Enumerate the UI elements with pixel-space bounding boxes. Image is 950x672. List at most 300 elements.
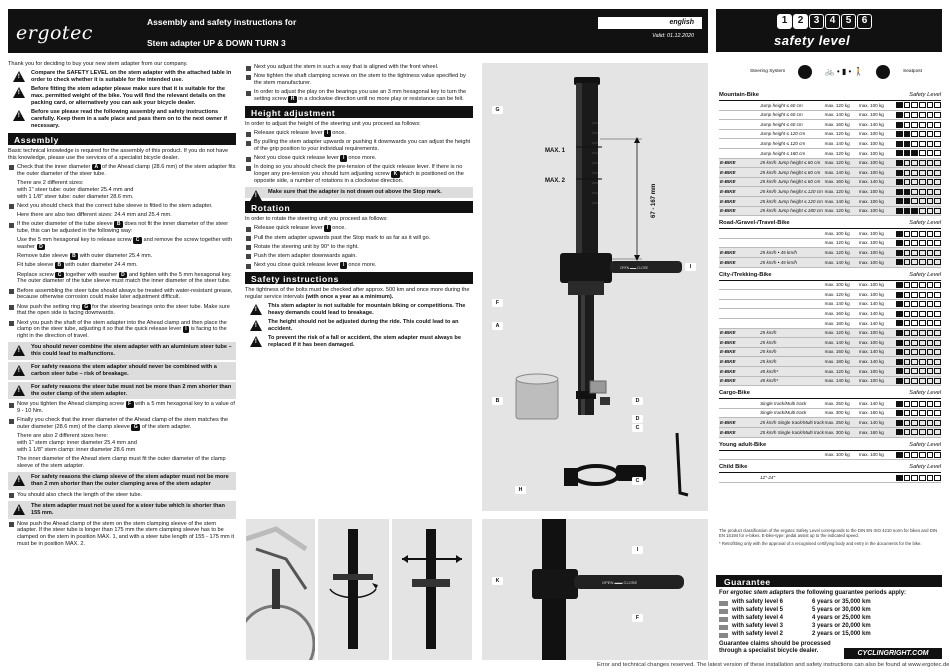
step-check-length: You should also check the length of the steer tube. xyxy=(8,492,236,499)
category-icons: Steering System 🚲 • ▮ • 🚶 Seatpost xyxy=(716,56,942,88)
level-box xyxy=(911,198,918,204)
rotation-step-1: Release quick release lever I once. xyxy=(245,225,473,232)
level-box xyxy=(904,368,911,374)
level-boxes xyxy=(896,301,941,307)
level-boxes xyxy=(896,429,941,435)
level-box xyxy=(927,160,934,166)
step-check-clamp: Finally you check that the inner diameter of the Ahead clamp of the stem matches the outer diameter (28.6 mm) of the clamp sleeve G of the stem adapter. xyxy=(8,417,236,431)
level-box xyxy=(896,292,903,298)
level-box xyxy=(919,282,926,288)
table-row: E-BIKE 25 km/h Jump height ≤ 60 cm max. 140 kg max. 100 kg xyxy=(719,168,941,178)
level-box xyxy=(927,368,934,374)
level-box xyxy=(934,330,941,336)
level-boxes xyxy=(896,240,941,246)
level-box xyxy=(911,349,918,355)
level-box xyxy=(927,420,934,426)
warning-carbon: ! For safety reasons the stem adapter should never be combined with a carbon steer tube – risk of breakage. xyxy=(8,362,236,380)
level-box xyxy=(934,311,941,317)
level-box xyxy=(896,330,903,336)
table-row: 12"-24" xyxy=(719,473,941,483)
bike-icons: 🚲 • ▮ • 🚶 xyxy=(824,67,864,77)
rotation-step-4: Push the stem adapter downwards again. xyxy=(245,253,473,260)
level-boxes xyxy=(896,349,941,355)
level-box xyxy=(896,208,903,214)
level-box xyxy=(927,179,934,185)
weight-note: ! Before fitting the stem adapter please make sure that it is suitable for the max. permitted weight of the bike. You will find the relevant details on the packing card, or alternatively you can ask your bicycle dealer. xyxy=(8,86,236,106)
level-box xyxy=(904,150,911,156)
warning-icon xyxy=(13,345,25,356)
label-d: D xyxy=(632,397,643,405)
table-row: max. 100 kg max. 100 kg xyxy=(719,451,941,461)
level-box xyxy=(904,250,911,256)
section-rotation: Rotation xyxy=(245,201,473,213)
level-box xyxy=(927,301,934,307)
level-box xyxy=(911,475,918,481)
level-box xyxy=(896,198,903,204)
table-row: E-BIKE 25 km/h Jump height ≤ 120 cm max. 140 kg max. 100 kg xyxy=(719,197,941,207)
level-box xyxy=(904,420,911,426)
step-setting-ring: Now push the setting ring G for the steering bearings onto the steer tube. Make sure that the open side is facing downwards. xyxy=(8,304,236,318)
level-boxes xyxy=(896,198,941,204)
level-box xyxy=(927,292,934,298)
level-box xyxy=(896,359,903,365)
guarantee-intro: For ergotec stem adapters the following guarantee periods apply: xyxy=(719,590,907,596)
lever-closeup-photo xyxy=(482,519,708,660)
level-box xyxy=(911,429,918,435)
level-boxes xyxy=(896,170,941,176)
level-box xyxy=(919,420,926,426)
level-box xyxy=(934,410,941,416)
table-row: E-BIKE 25 km/h Jump height ≤ 60 cm max. 160 kg max. 140 kg xyxy=(719,178,941,188)
bike-photo xyxy=(246,519,315,660)
table-row: max. 160 kg max. 140 kg xyxy=(719,309,941,319)
table-row: E-BIKE 45 km/h* max. 140 kg max. 100 kg xyxy=(719,377,941,387)
level-boxes xyxy=(896,259,941,265)
level-box xyxy=(911,292,918,298)
table-row: Jump height ≤ 120 cm max. 120 kg max. 100 kg xyxy=(719,130,941,140)
safety-warning-2: ! The height should not be adjusted during the ride. This could lead to an accident. xyxy=(245,319,473,333)
level-box xyxy=(911,410,918,416)
height-step-2: By pulling the stem adapter upwards or pushing it downwards you can adjust the height of the grip position to your individual requirements. xyxy=(245,139,473,153)
level-box xyxy=(904,378,911,384)
level-box xyxy=(911,179,918,185)
intro-text: Thank you for deciding to buy your new stem adapter from our company. xyxy=(8,61,188,67)
level-box xyxy=(934,160,941,166)
sizes-note: There are 2 different sizes: with 1" steer tube: outer diameter 25.4 mm and with 1 1/8" steer tube: outer diameter 28.6 mm. xyxy=(17,179,134,200)
level-box xyxy=(911,368,918,374)
level-box xyxy=(919,349,926,355)
level-box xyxy=(934,240,941,246)
level-box xyxy=(919,189,926,195)
level-box xyxy=(911,452,918,458)
level-box xyxy=(904,330,911,336)
level-box xyxy=(911,150,918,156)
category-road: Road-/Gravel-/Travel-Bike Safety Level xyxy=(719,220,941,229)
level-box xyxy=(927,410,934,416)
safety-level-table xyxy=(719,88,941,483)
level-box xyxy=(904,170,911,176)
warning-aluminium: ! You should never combine the stem adapter with an aluminium steer tube – this could lead to malfunctions. xyxy=(8,342,236,360)
level-box xyxy=(911,112,918,118)
table-row: max. 180 kg max. 140 kg xyxy=(719,319,941,329)
level-box xyxy=(896,141,903,147)
warning-stop-mark: ! Make sure that the adapter is not drawn out above the Stop mark. xyxy=(245,187,473,198)
level-box xyxy=(911,259,918,265)
level-box xyxy=(911,240,918,246)
level-box xyxy=(919,401,926,407)
table-row: Jump height ≤ 60 cm max. 160 kg max. 140 kg xyxy=(719,120,941,130)
safety-intro: The tightness of the bolts must be checked after approx. 500 km and once more during the regular service intervals (with once a year as a minimum). xyxy=(245,286,470,300)
level-box xyxy=(927,189,934,195)
level-boxes xyxy=(896,359,941,365)
level-box xyxy=(919,368,926,374)
level-box xyxy=(896,349,903,355)
level-boxes xyxy=(896,102,941,108)
level-box xyxy=(911,301,918,307)
level-box xyxy=(934,292,941,298)
level-box xyxy=(904,349,911,355)
fit-instruction: Fit tube sleeve B with outer diameter 24.4 mm. xyxy=(17,262,138,269)
level-box xyxy=(904,122,911,128)
level-box xyxy=(896,160,903,166)
level-box xyxy=(919,359,926,365)
level-box xyxy=(934,150,941,156)
level-boxes xyxy=(896,340,941,346)
level-box xyxy=(911,320,918,326)
level-box xyxy=(934,429,941,435)
level-box xyxy=(904,259,911,265)
table-row: E-BIKE 25 km/h • 45 km/h max. 120 kg max. 100 kg xyxy=(719,248,941,258)
table-row: Single track/Multi track max. 300 kg max. 160 kg xyxy=(719,409,941,419)
safety-warning-1: ! This stem adapter is not suitable for mountain biking or competitions. The heavy demands could lead to breakage. xyxy=(245,303,473,317)
level-box xyxy=(927,349,934,355)
level-box xyxy=(904,179,911,185)
warning-icon xyxy=(13,475,25,486)
level-box xyxy=(919,150,926,156)
level-box xyxy=(896,429,903,435)
height-intro: In order to adjust the height of the steering unit you proceed as follows: xyxy=(245,120,421,127)
level-box xyxy=(904,401,911,407)
level-box xyxy=(919,452,926,458)
column-adjustment xyxy=(245,64,473,352)
level-box xyxy=(919,122,926,128)
level-box xyxy=(919,112,926,118)
table-row: E-BIKE 25 km/h max. 180 kg max. 140 kg xyxy=(719,357,941,367)
level-box xyxy=(896,122,903,128)
level-box xyxy=(896,112,903,118)
level-box xyxy=(896,452,903,458)
level-box xyxy=(911,378,918,384)
level-box xyxy=(927,150,934,156)
warning-clamp-sleeve: ! For safety reasons the clamp sleeve of the stem adapter must not be more than 2 mm shorter than the outer clamping area of the stem adapter xyxy=(8,472,236,490)
level-boxes xyxy=(896,160,941,166)
label-f: F xyxy=(492,299,503,307)
header-bar xyxy=(8,9,708,53)
level-boxes xyxy=(896,122,941,128)
footer-text: Error and technical changes reserved. The latest version of these installation and safety instructions can also be found at www.ergotec.de xyxy=(597,662,950,668)
level-box xyxy=(904,311,911,317)
level-box xyxy=(934,301,941,307)
table-row: E-BIKE 25 km/h max. 140 kg max. 100 kg xyxy=(719,338,941,348)
level-box xyxy=(934,112,941,118)
level-box xyxy=(927,102,934,108)
level-box xyxy=(927,231,934,237)
level-box xyxy=(911,208,918,214)
level-box xyxy=(934,282,941,288)
level-boxes xyxy=(896,452,941,458)
label-a: A xyxy=(492,322,503,330)
table-row: max. 120 kg max. 100 kg xyxy=(719,239,941,249)
level-box xyxy=(896,368,903,374)
max1-label: MAX. 1 xyxy=(545,148,566,154)
warning-icon xyxy=(13,385,25,396)
level-box xyxy=(904,189,911,195)
level-box xyxy=(927,259,934,265)
level-box xyxy=(904,282,911,288)
table-row: max. 100 kg max. 100 kg xyxy=(719,281,941,291)
level-boxes xyxy=(896,282,941,288)
level-box xyxy=(927,141,934,147)
step-check-sleeve: Next you should check that the correct tube sleeve is fitted to the stem adapter. xyxy=(8,203,236,210)
category-young: Young adult-Bike Safety Level xyxy=(719,442,941,451)
level-box xyxy=(904,208,911,214)
level-box xyxy=(927,401,934,407)
level-box xyxy=(934,420,941,426)
level-box xyxy=(927,282,934,288)
level-box xyxy=(904,410,911,416)
level-box xyxy=(911,420,918,426)
label-i: I xyxy=(685,263,696,271)
level-box xyxy=(934,340,941,346)
section-assembly: Assembly xyxy=(8,133,236,145)
level-box xyxy=(904,429,911,435)
level-box xyxy=(919,475,926,481)
read-note: ! Before use please read the following assembly and safety instructions carefully. Keep them in a safe place and pass them on to the next owner if necessary. xyxy=(8,109,236,129)
guarantee-row: with safety level 5 5 years or 30,000 km xyxy=(719,607,941,615)
level-box xyxy=(927,330,934,336)
table-row: max. 100 kg max. 100 kg xyxy=(719,229,941,239)
level-box xyxy=(927,340,934,346)
label-c: C xyxy=(632,424,643,432)
clamp-sizes: There are also 2 different sizes here: with 1" stem clamp: inner diameter 25.4 mm and with 1 1/8" stem clamp: inner diameter 28.6 mm xyxy=(17,433,137,453)
hex-instruction: Use the 5 mm hexagonal key to release screw C and remove the screw together with washer D xyxy=(17,237,233,250)
table-row: E-BIKE 25 km/h Single track/Multi track max. 300 kg max. 160 kg xyxy=(719,428,941,438)
rotation-diagram-1 xyxy=(318,519,389,660)
level-box xyxy=(919,179,926,185)
level-box xyxy=(934,250,941,256)
level-box xyxy=(934,475,941,481)
level-box xyxy=(911,141,918,147)
level-box xyxy=(919,102,926,108)
table-row: Jump height ≤ 120 cm max. 140 kg max. 100 kg xyxy=(719,139,941,149)
level-boxes xyxy=(896,320,941,326)
clamp-fit-note: The inner diameter of the Ahead stem clamp must fit the outer diameter of the clamp sleeve of the stem adapter. xyxy=(17,456,226,470)
level-box xyxy=(896,282,903,288)
level-box xyxy=(927,250,934,256)
level-boxes xyxy=(896,189,941,195)
warning-icon xyxy=(250,336,262,347)
guarantee-row: with safety level 2 2 years or 15,000 km xyxy=(719,631,941,639)
assembly-intro: Basic technical knowledge is required for the assembly of this product. If you do not have this knowledge, please use the services of a specialist bicycle dealer. xyxy=(8,147,229,161)
level-box xyxy=(911,311,918,317)
level-box xyxy=(904,452,911,458)
level-box xyxy=(911,359,918,365)
level-boxes xyxy=(896,112,941,118)
level-box xyxy=(896,131,903,137)
guarantee-row: with safety level 4 4 years or 25,000 km xyxy=(719,615,941,623)
table-row: Jump height ≤ 60 cm max. 120 kg max. 100 kg xyxy=(719,101,941,111)
level-box xyxy=(896,170,903,176)
level-boxes xyxy=(896,141,941,147)
level-box xyxy=(919,250,926,256)
level-box xyxy=(896,320,903,326)
level-box xyxy=(934,179,941,185)
level-box xyxy=(896,340,903,346)
level-box xyxy=(927,131,934,137)
level-box xyxy=(896,250,903,256)
level-box xyxy=(919,231,926,237)
safety-level-note: ! Compare the SAFETY LEVEL on the stem adapter with the attached table in order to check whether it is suitable for the intended use. xyxy=(8,70,236,84)
max2-label: MAX. 2 xyxy=(545,178,566,184)
level-boxes xyxy=(896,311,941,317)
category-cargo: Cargo-Bike Safety Level xyxy=(719,390,941,399)
level-boxes xyxy=(896,368,941,374)
level-box xyxy=(911,401,918,407)
level-box xyxy=(904,131,911,137)
level-box xyxy=(934,368,941,374)
level-box xyxy=(896,410,903,416)
step-align: Next you adjust the stem in such a way that is aligned with the front wheel. xyxy=(245,64,473,71)
table-row: E-BIKE 25 km/h Jump height ≤ 120 cm max. 120 kg max. 100 kg xyxy=(719,187,941,197)
level-box xyxy=(919,131,926,137)
doc-subtitle: Stem adapter UP & DOWN TURN 3 xyxy=(147,38,286,48)
level-boxes xyxy=(896,401,941,407)
level-box xyxy=(904,102,911,108)
table-row: E-BIKE 45 km/h* max. 120 kg max. 100 kg xyxy=(719,367,941,377)
level-box xyxy=(919,240,926,246)
safety-level-digits: 1 2 3 4 5 6 xyxy=(777,14,873,29)
remove-instruction: Remove tube sleeve B with outer diameter 25.4 mm. xyxy=(17,253,153,260)
level-box xyxy=(911,102,918,108)
level-box xyxy=(919,208,926,214)
level-box xyxy=(896,231,903,237)
column-assembly xyxy=(8,61,236,550)
step-adjust-sleeve: If the outer diameter of the tube sleeve B does not fit the inner diameter of the steer tube, this can be adjusted in the following way: xyxy=(8,221,236,235)
guarantee-claims: Guarantee claims should be processed through a specialist bicycle dealer. xyxy=(719,641,831,655)
level-boxes xyxy=(896,378,941,384)
guarantee-title: Guarantee xyxy=(716,575,942,587)
guarantee-row: with safety level 6 6 years or 35,000 km xyxy=(719,599,941,607)
level-box xyxy=(904,301,911,307)
stem-adapter-drawing xyxy=(482,63,708,511)
step-tighten-shaft: Now tighten the shaft clamping screws on the stem to the tightness value specified by the stem manufacturer. xyxy=(245,73,473,87)
level-box xyxy=(934,170,941,176)
height-step-3: Next you close quick release lever I once more. xyxy=(245,155,473,162)
level-box xyxy=(904,112,911,118)
level-box xyxy=(896,301,903,307)
level-boxes xyxy=(896,179,941,185)
level-box xyxy=(896,179,903,185)
guarantee-table xyxy=(719,599,941,639)
level-box xyxy=(919,410,926,416)
height-step-4: In doing so you should check the pre-tension of the quick release lever. If there is no longer any pre-tension you should turn adjusting screw K which is positioned on the opposite side, a number of rotations in a clockwise direction. xyxy=(245,164,473,184)
level-box xyxy=(919,330,926,336)
level-box xyxy=(911,160,918,166)
table-row: max. 140 kg max. 140 kg xyxy=(719,300,941,310)
level-box xyxy=(896,401,903,407)
level-box xyxy=(904,359,911,365)
level-box xyxy=(904,160,911,166)
level-box xyxy=(934,131,941,137)
steering-icon xyxy=(798,65,812,79)
level-box xyxy=(927,475,934,481)
warning-icon xyxy=(13,110,25,121)
dimension-label: 67 - 167 mm xyxy=(651,183,657,218)
level-boxes xyxy=(896,131,941,137)
level-box xyxy=(934,189,941,195)
level-box xyxy=(919,292,926,298)
level-box xyxy=(911,250,918,256)
cyclingright-badge: CYCLINGRIGHT.COM xyxy=(844,648,942,659)
table-row: Jump height ≤ 180 cm max. 120 kg max. 100 kg xyxy=(719,149,941,159)
level-box xyxy=(904,320,911,326)
level-box xyxy=(919,429,926,435)
category-mtb: Mountain-Bike Safety Level xyxy=(719,92,941,101)
level-box xyxy=(934,452,941,458)
level-box xyxy=(934,378,941,384)
level-box xyxy=(896,378,903,384)
label-h: H xyxy=(515,486,526,494)
warning-steer-length: ! For safety reasons the steer tube must not be more than 2 mm shorter than the outer clamp of the stem adapter. xyxy=(8,382,236,400)
level-boxes xyxy=(896,330,941,336)
level-box xyxy=(904,141,911,147)
step-push-clamp: Now push the Ahead clamp of the stem on the stem clamping sleeve of the stem adapter. If the steer tube is longer than 175 mm the stem clamping sleeve has to be clamped on the stem in position MAX. 1, and with a steer tube length of 155 - 175 mm it must be in position MAX. 2. xyxy=(8,521,236,548)
warning-icon xyxy=(250,320,262,331)
step-push-shaft: Next you push the shaft of the stem adapter into the Ahead clamp and then place the clamp on the steer tube, adjusting it so that the quick release lever I is facing to the right in the direction of travel. xyxy=(8,320,236,340)
warning-icon xyxy=(13,87,25,98)
level-box xyxy=(896,311,903,317)
level-box xyxy=(919,301,926,307)
level-box xyxy=(927,240,934,246)
level-box xyxy=(919,170,926,176)
step-grease: Before assembling the steer tube should always be treated with water-resistant grease, because otherwise corrosion could make later adjustment difficult. xyxy=(8,288,236,302)
level-box xyxy=(919,259,926,265)
label-b: B xyxy=(492,397,503,405)
level-box xyxy=(904,198,911,204)
level-boxes xyxy=(896,231,941,237)
sleeve-sizes: Here there are also two different sizes: 24.4 mm and 25.4 mm. xyxy=(17,211,172,218)
level-box xyxy=(911,330,918,336)
rotation-intro: In order to rotate the steering unit you proceed as follows: xyxy=(245,216,388,223)
level-box xyxy=(904,340,911,346)
guarantee-row: with safety level 3 3 years or 20,000 km xyxy=(719,623,941,631)
height-step-1: Release quick release lever I once. xyxy=(245,130,473,137)
table-row: Jump height ≤ 60 cm max. 140 kg max. 100 kg xyxy=(719,111,941,121)
svg-text:OPEN ▬▬ CLOSE: OPEN ▬▬ CLOSE xyxy=(602,580,638,585)
level-box xyxy=(911,340,918,346)
level-box xyxy=(911,231,918,237)
table-row: E-BIKE 25 km/h Single track/Multi track max. 250 kg max. 140 kg xyxy=(719,418,941,428)
step-tighten-ahead: Now you tighten the Ahead clamping screw F with a 5 mm hexagonal key to a value of 9 - 10 Nm. xyxy=(8,401,236,415)
level-box xyxy=(927,311,934,317)
level-box xyxy=(911,189,918,195)
level-box xyxy=(934,122,941,128)
level-box xyxy=(927,122,934,128)
seatpost-icon xyxy=(876,65,890,79)
rotation-step-5: Next you close quick release lever I once more. xyxy=(245,262,473,269)
closeup-label-k: K xyxy=(492,577,503,585)
level-box xyxy=(896,240,903,246)
